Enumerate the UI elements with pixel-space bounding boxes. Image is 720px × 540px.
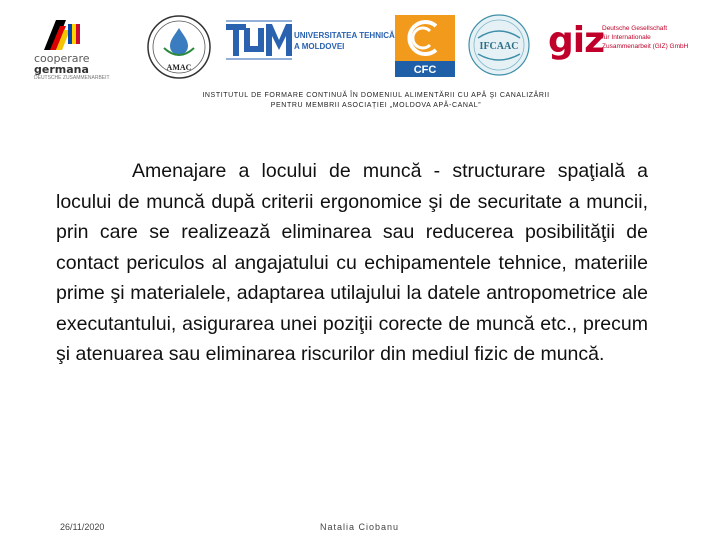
logo-text-cooperare: cooperare	[34, 52, 90, 65]
giz-subtitle: Deutsche Gesellschaft für Internationale Zusammenarbeit (GIZ) GmbH	[602, 25, 689, 50]
amac-emblem-icon	[146, 14, 212, 80]
giz-wordmark: giz	[548, 20, 605, 61]
utm-monogram-icon	[226, 18, 292, 62]
institute-header-line1: INSTITUTUL DE FORMARE CONTINUĂ ÎN DOMENIUL ALIMENTĂRII CU APĂ ŞI CANALIZĂRII	[202, 92, 550, 99]
amac-logo	[146, 14, 212, 80]
institute-header	[0, 91, 720, 111]
logo-text-deutsche: DEUTSCHE ZUSAMMENARBEIT	[34, 75, 110, 81]
ifcaac-emblem-icon	[468, 14, 530, 76]
institute-header-line2: PENTRU MEMBRII ASOCIAȚIEI „MOLDOVA APĂ-CANAL”	[270, 102, 482, 109]
german-cooperation-logo	[34, 18, 126, 81]
utm-text-line1: UNIVERSITATEA TEHNICĂ	[294, 31, 395, 40]
giz-logo	[548, 18, 708, 62]
ifcaac-label: IFCAAC	[479, 41, 519, 52]
amac-label: AMAC	[166, 63, 192, 72]
cfc-emblem-icon	[394, 14, 456, 78]
utm-logo	[226, 18, 395, 62]
logo-text-germana: germana	[34, 63, 89, 76]
utm-text-line2: A MOLDOVEI	[294, 42, 345, 51]
definition-paragraph	[56, 156, 648, 370]
utm-text	[294, 30, 395, 52]
cfc-logo	[394, 14, 456, 78]
footer-author: Natalia Ciobanu	[320, 522, 400, 532]
footer-date: 26/11/2020	[60, 522, 105, 532]
flags-icon	[44, 20, 82, 50]
ifcaac-logo	[468, 14, 530, 76]
cfc-label: CFC	[413, 64, 437, 76]
definition-text: Amenajare a locului de muncă - structurare spaţială a locului de muncă după criterii ergonomice şi de securitate a muncii, prin care se realizează eliminarea sau reducerea posibilităţii de contact periculos al angajatului cu echipamentele tehnice, materiile prime şi materialele, adaptarea utilajului la datele antropometrice ale executantului, asigurarea unei poziţii corecte de muncă etc., precum şi atenuarea sau eliminarea riscurilor din mediul fizic de muncă.	[56, 160, 648, 365]
